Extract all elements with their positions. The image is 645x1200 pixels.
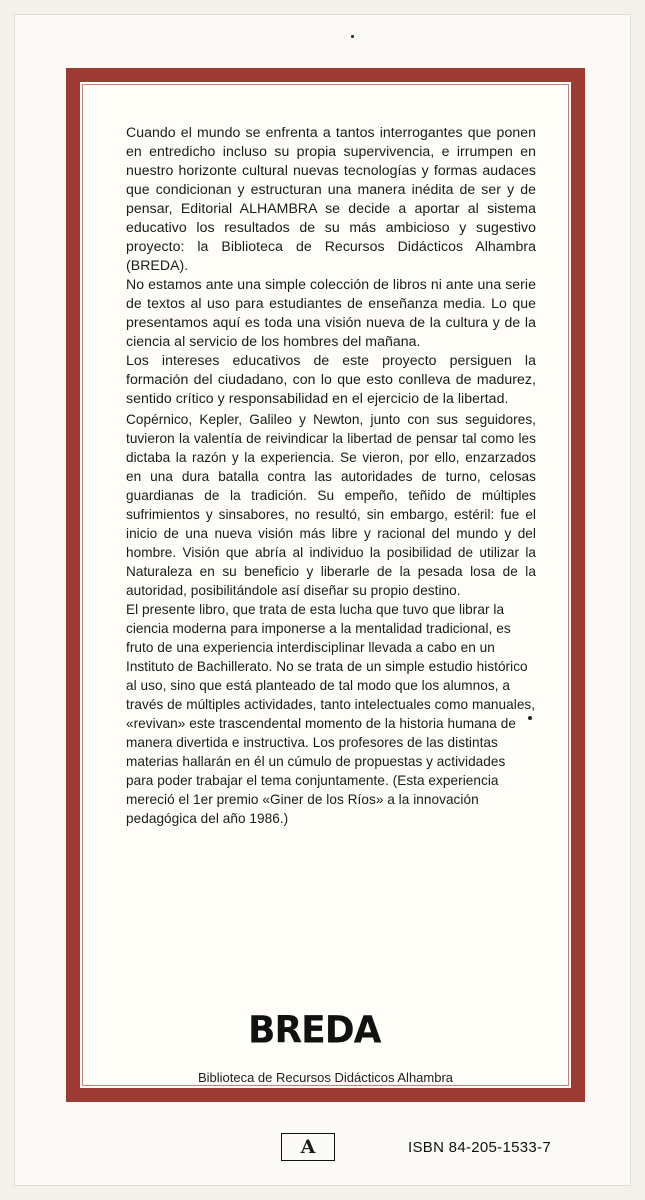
publisher-logo-icon: A	[281, 1133, 335, 1161]
print-speck	[351, 35, 354, 38]
blurb-paragraph-3: Los intereses educativos de este proyecto persiguen la formación del ciudadano, con lo que esto conlleva de madurez, sentido crítico y responsabilidad en el ejercicio de la libertad.	[126, 352, 536, 406]
back-cover	[14, 14, 631, 1186]
isbn: ISBN 84-205-1533-7	[408, 1139, 551, 1156]
series-name: Biblioteca de Recursos Didácticos Alhambra	[197, 1070, 454, 1085]
blurb-paragraph-4: Copérnico, Kepler, Galileo y Newton, junto con sus seguidores, tuvieron la valentía de reivindicar la libertad de pensar tal como les dictaba la razón y la experiencia. Se vieron, por ello, enzarzados en una dura batalla contra las autoridades de turno, celosas guardianas de la tradición. Su empeño, teñido de múltiples sufrimientos y sinsabores, no resultó, sin embargo, estéril: fue el inicio de una nueva visión más libre y racional del mundo y del hombre. Visión que abría al individuo la posibilidad de utilizar la Naturaleza en su beneficio y liberarle de la pesada losa de la autoridad, posibilitándole así diseñar su propio destino.	[126, 412, 536, 598]
blurb-paragraph-2: No estamos ante una simple colección de libros ni ante una serie de textos al uso para estudiantes de enseñanza media. Lo que presentamos aquí es toda una visión nueva de la cultura y de la ciencia al servicio de los hombres del mañana.	[126, 276, 536, 349]
blurb-paragraph-1: Cuando el mundo se enfrenta a tantos interrogantes que ponen en entredicho incluso su propia supervivencia, e irrumpen en nuestro horizonte cultural nuevas tecnologías y formas audaces que condicionan y estructuran una manera inédita de ser y de pensar, Editorial ALHAMBRA se decide a aportar al sistema educativo los resultados de su más ambicioso y sugestivo proyecto: la Biblioteca de Recursos Didácticos Alhambra (BREDA).	[126, 124, 536, 273]
breda-logo: BREDA	[248, 1008, 381, 1053]
print-speck	[528, 716, 532, 720]
blurb-text	[126, 123, 536, 828]
red-frame	[66, 68, 585, 1102]
blurb-paragraph-5: El presente libro, que trata de esta lucha que tuvo que librar la ciencia moderna para imponerse a la mentalidad tradicional, es fruto de una experiencia interdisciplinar llevada a cabo en un Instituto de Bachillerato. No se trata de un simple estudio histórico al uso, sino que está planteado de tal modo que los alumnos, a través de múltiples actividades, tanto intelectuales como manuales, «revivan» este trascendental momento de la historia humana de manera divertida e instructiva. Los profesores de las distintas materias hallarán en él un cúmulo de propuestas y actividades para poder trabajar el tema conjuntamente. (Esta experiencia mereció el 1er premio «Giner de los Ríos» a la innovación pedagógica del año 1986.)	[126, 602, 536, 826]
